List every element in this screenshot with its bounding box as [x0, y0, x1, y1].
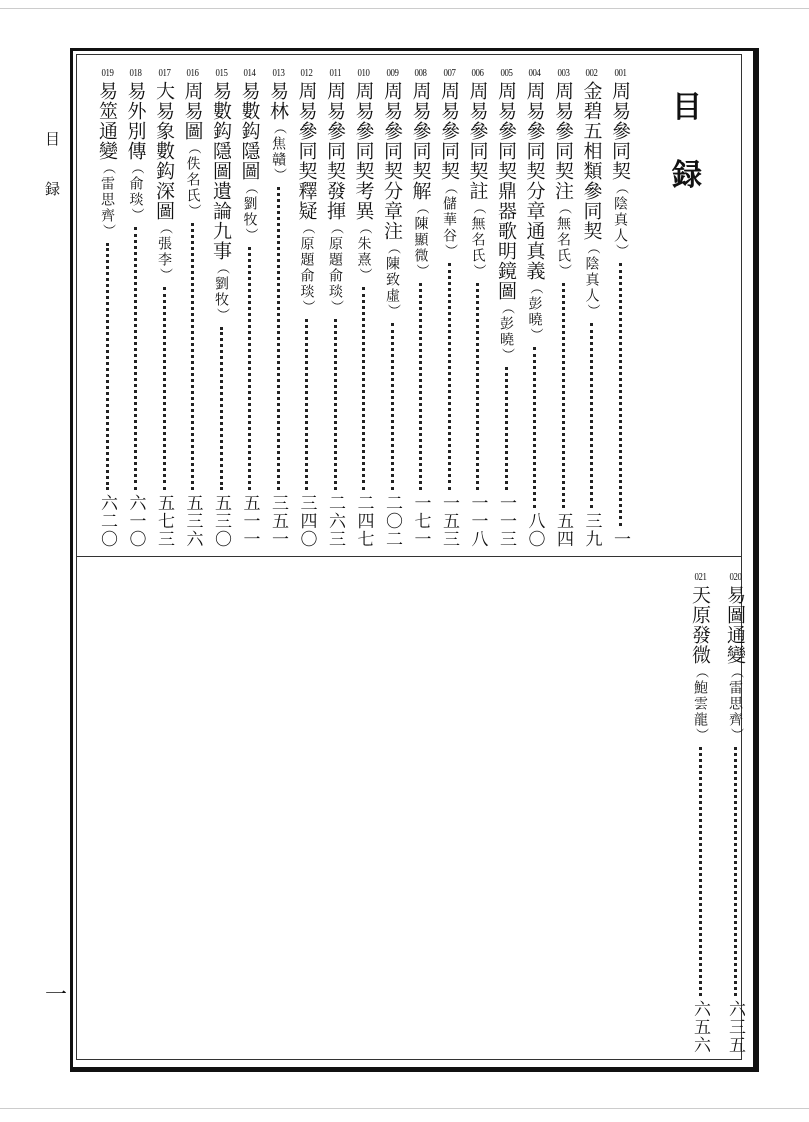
entry-author [411, 201, 431, 279]
author-name: 原題俞琰 [327, 236, 343, 300]
entry-author [97, 161, 117, 239]
entry-title: 周易圖 [181, 81, 204, 141]
entry-author [382, 241, 402, 319]
entry-title: 周易參同契鼎器歌明鏡圖 [495, 81, 517, 301]
entry-title: 周易參同契 [438, 81, 460, 181]
paren-close: ） [728, 728, 743, 743]
entry-page-number: 一五三 [439, 494, 459, 548]
entry-author [154, 221, 174, 283]
dotted-leader [220, 327, 223, 490]
entry-number: 016 [186, 67, 199, 79]
entry-author [496, 301, 516, 363]
entry-page-number: 六二〇 [97, 494, 117, 548]
paren-close: ） [470, 264, 486, 279]
dotted-leader [334, 319, 337, 490]
entry-page-number: 二〇二 [382, 494, 402, 548]
entry-page-number: 一一八 [467, 494, 488, 548]
entry-author [297, 221, 317, 315]
entry-page-number: 六一〇 [125, 494, 146, 548]
toc-title-char-2: 録 [672, 158, 702, 193]
paren-open: （ [271, 121, 286, 136]
toc-entry[interactable] [294, 66, 320, 548]
paren-open: （ [584, 241, 600, 256]
paren-close: ） [527, 328, 543, 343]
entry-author [240, 181, 260, 243]
paren-open: （ [556, 201, 571, 216]
entry-page-number: 五七三 [154, 494, 174, 548]
entry-title: 周易參同契分章注 [381, 81, 403, 241]
dotted-leader [590, 323, 593, 508]
paren-close: ） [128, 208, 144, 223]
entry-author [610, 181, 630, 259]
author-name: 俞琰 [127, 176, 144, 208]
paren-close: ） [214, 308, 229, 323]
entry-number: 012 [300, 67, 313, 79]
entry-number: 005 [500, 67, 512, 79]
entry-number: 002 [585, 67, 598, 79]
dotted-leader [362, 287, 365, 490]
paren-close: ） [242, 228, 258, 243]
author-name: 雷思齊 [99, 176, 115, 224]
margin-page-number: 一 [45, 983, 68, 1008]
entry-page-number: 八〇 [524, 512, 545, 548]
paren-open: （ [385, 241, 400, 256]
author-name: 陳致虛 [384, 256, 400, 304]
entry-title: 天原發微 [689, 585, 711, 665]
entry-page-number: 三九 [581, 512, 602, 548]
toc-entry[interactable] [493, 66, 519, 548]
paren-open: （ [328, 221, 343, 236]
entry-title: 周易參同契註 [466, 81, 489, 201]
entry-author [468, 201, 488, 279]
toc-entry[interactable] [180, 66, 206, 548]
entry-title: 周易參同契發揮 [324, 81, 346, 221]
toc-entry[interactable] [722, 570, 748, 1054]
paren-open: （ [613, 181, 628, 196]
entry-title: 周易參同契考異 [352, 81, 375, 221]
paren-open: （ [527, 281, 543, 296]
entry-page-number: 三五一 [268, 494, 288, 548]
entry-title: 大易象數鈎深圖 [153, 81, 175, 221]
entry-number: 010 [357, 67, 370, 79]
entry-title: 易外別傳 [124, 81, 147, 161]
dotted-leader [734, 747, 737, 996]
paren-open: （ [413, 201, 429, 216]
entry-author [439, 181, 459, 259]
toc-entry[interactable] [522, 66, 548, 548]
author-name: 劉牧 [241, 196, 258, 228]
author-name: 佚名氏 [184, 156, 201, 204]
paren-open: （ [185, 141, 201, 156]
toc-entry[interactable] [408, 66, 434, 548]
entry-title: 易數鈎隱圖 [238, 81, 261, 181]
dotted-leader [191, 223, 194, 490]
author-name: 無名氏 [555, 216, 571, 264]
entry-number: 020 [729, 571, 741, 583]
toc-entry[interactable] [607, 66, 633, 548]
paren-close: ） [584, 304, 600, 319]
paren-close: ） [185, 204, 201, 219]
dotted-leader [533, 347, 536, 508]
toc-entry[interactable] [237, 66, 263, 548]
dotted-leader [248, 247, 251, 490]
dotted-leader [619, 263, 622, 526]
paren-open: （ [214, 261, 229, 276]
entry-number: 021 [694, 571, 706, 583]
paren-close: ） [328, 300, 343, 315]
entry-author [325, 221, 345, 315]
toc-entry[interactable] [94, 66, 120, 548]
entry-title: 易筮通變 [96, 81, 118, 161]
toc-entry[interactable] [208, 66, 234, 548]
toc-title-char-1: 目 [672, 90, 702, 125]
paren-close: ） [556, 264, 571, 279]
section-divider [76, 556, 742, 557]
paren-close: ） [413, 264, 429, 279]
entry-number: 001 [614, 67, 626, 79]
author-name: 鮑雲龍 [692, 680, 708, 728]
toc-entry[interactable] [322, 66, 348, 548]
entry-number: 008 [414, 67, 427, 79]
paren-open: （ [442, 181, 457, 196]
paren-open: （ [128, 161, 144, 176]
dotted-leader [562, 283, 565, 508]
dotted-leader [305, 319, 308, 490]
author-name: 原題俞琰 [298, 236, 315, 300]
entry-author [690, 665, 710, 743]
dotted-leader [505, 367, 508, 490]
author-name: 彭曉 [526, 296, 543, 328]
toc-entry[interactable] [351, 66, 377, 548]
entry-title: 易林 [267, 81, 289, 121]
dotted-leader [419, 283, 422, 490]
entry-page-number: 一七一 [410, 494, 431, 548]
paren-close: ） [613, 244, 628, 259]
paren-close: ） [271, 168, 286, 183]
entry-page-number: 五三〇 [211, 494, 231, 548]
entry-number: 007 [443, 67, 455, 79]
paren-close: ） [299, 300, 315, 315]
author-name: 朱熹 [355, 236, 372, 268]
paren-close: ） [442, 244, 457, 259]
entry-number: 019 [101, 67, 113, 79]
dotted-leader [106, 243, 109, 490]
entry-title: 周易參同契釋疑 [295, 81, 318, 221]
entry-title: 周易參同契注 [552, 81, 574, 201]
entry-author [183, 141, 203, 219]
toc-entry[interactable] [579, 66, 605, 548]
entry-author [126, 161, 146, 223]
entry-title: 周易參同契 [609, 81, 631, 181]
paren-close: ） [100, 224, 115, 239]
entry-author [525, 281, 545, 343]
toc-entry[interactable] [151, 66, 177, 548]
paren-open: （ [693, 665, 708, 680]
paren-close: ） [356, 268, 372, 283]
author-name: 焦贛 [270, 136, 286, 168]
paren-close: ） [693, 728, 708, 743]
entry-title: 易圖通變 [724, 585, 746, 665]
toc-entry[interactable] [123, 66, 149, 548]
paren-close: ） [499, 348, 514, 363]
entry-author [582, 241, 602, 319]
toc-entry[interactable] [465, 66, 491, 548]
paren-open: （ [356, 221, 372, 236]
entry-number: 017 [158, 67, 170, 79]
entry-number: 003 [557, 67, 569, 79]
entry-number: 009 [386, 67, 398, 79]
toc-entry[interactable] [687, 570, 713, 1054]
entry-number: 013 [272, 67, 284, 79]
margin-label-mu: 目 [45, 130, 61, 148]
author-name: 陰真人 [612, 196, 628, 244]
scan-top-edge [0, 8, 809, 9]
entry-author [553, 201, 573, 279]
margin-label-lu: 録 [45, 180, 61, 198]
entry-number: 011 [329, 67, 341, 79]
entry-page-number: 二四七 [353, 494, 374, 548]
entry-page-number: 三四〇 [296, 494, 317, 548]
paren-close: ） [157, 268, 172, 283]
paren-open: （ [728, 665, 743, 680]
entry-author [211, 261, 231, 323]
entry-number: 006 [471, 67, 484, 79]
paren-open: （ [157, 221, 172, 236]
dotted-leader [476, 283, 479, 490]
entry-author [268, 121, 288, 183]
paren-open: （ [499, 301, 514, 316]
author-name: 陳顯微 [412, 216, 429, 264]
toc-entry[interactable] [436, 66, 462, 548]
entry-number: 014 [243, 67, 256, 79]
entry-number: 018 [129, 67, 142, 79]
entry-author [725, 665, 745, 743]
author-name: 彭曉 [498, 316, 514, 348]
entry-page-number: 五三六 [182, 494, 203, 548]
scan-bottom-edge [0, 1108, 809, 1109]
paren-open: （ [242, 181, 258, 196]
paren-open: （ [100, 161, 115, 176]
entry-title: 周易參同契解 [409, 81, 432, 201]
paren-close: ） [385, 304, 400, 319]
paren-open: （ [470, 201, 486, 216]
entry-title: 金碧五相類參同契 [580, 81, 603, 241]
entry-page-number: 一 [610, 530, 630, 548]
toc-entry[interactable] [265, 66, 291, 548]
entry-page-number: 六五六 [690, 1000, 710, 1054]
entry-title: 周易參同契分章通真義 [523, 81, 546, 281]
author-name: 張李 [156, 236, 172, 268]
author-name: 劉牧 [213, 276, 229, 308]
entry-page-number: 六三五 [725, 1000, 745, 1054]
author-name: 無名氏 [469, 216, 486, 264]
toc-entry[interactable] [379, 66, 405, 548]
dotted-leader [448, 263, 451, 490]
entry-page-number: 五一一 [239, 494, 260, 548]
author-name: 雷思齊 [727, 680, 743, 728]
entry-page-number: 一一三 [496, 494, 516, 548]
dotted-leader [163, 287, 166, 490]
toc-entry[interactable] [550, 66, 576, 548]
dotted-leader [699, 747, 702, 996]
dotted-leader [391, 323, 394, 490]
author-name: 陰真人 [583, 256, 600, 304]
author-name: 儲華谷 [441, 196, 457, 244]
paren-open: （ [299, 221, 315, 236]
entry-number: 015 [215, 67, 227, 79]
entry-page-number: 五四 [553, 512, 573, 548]
entry-title: 易數鈎隱圖遺論九事 [210, 81, 232, 261]
entry-page-number: 二六三 [325, 494, 345, 548]
entry-number: 004 [528, 67, 541, 79]
dotted-leader [277, 187, 280, 490]
dotted-leader [134, 227, 137, 490]
entry-author [354, 221, 374, 283]
